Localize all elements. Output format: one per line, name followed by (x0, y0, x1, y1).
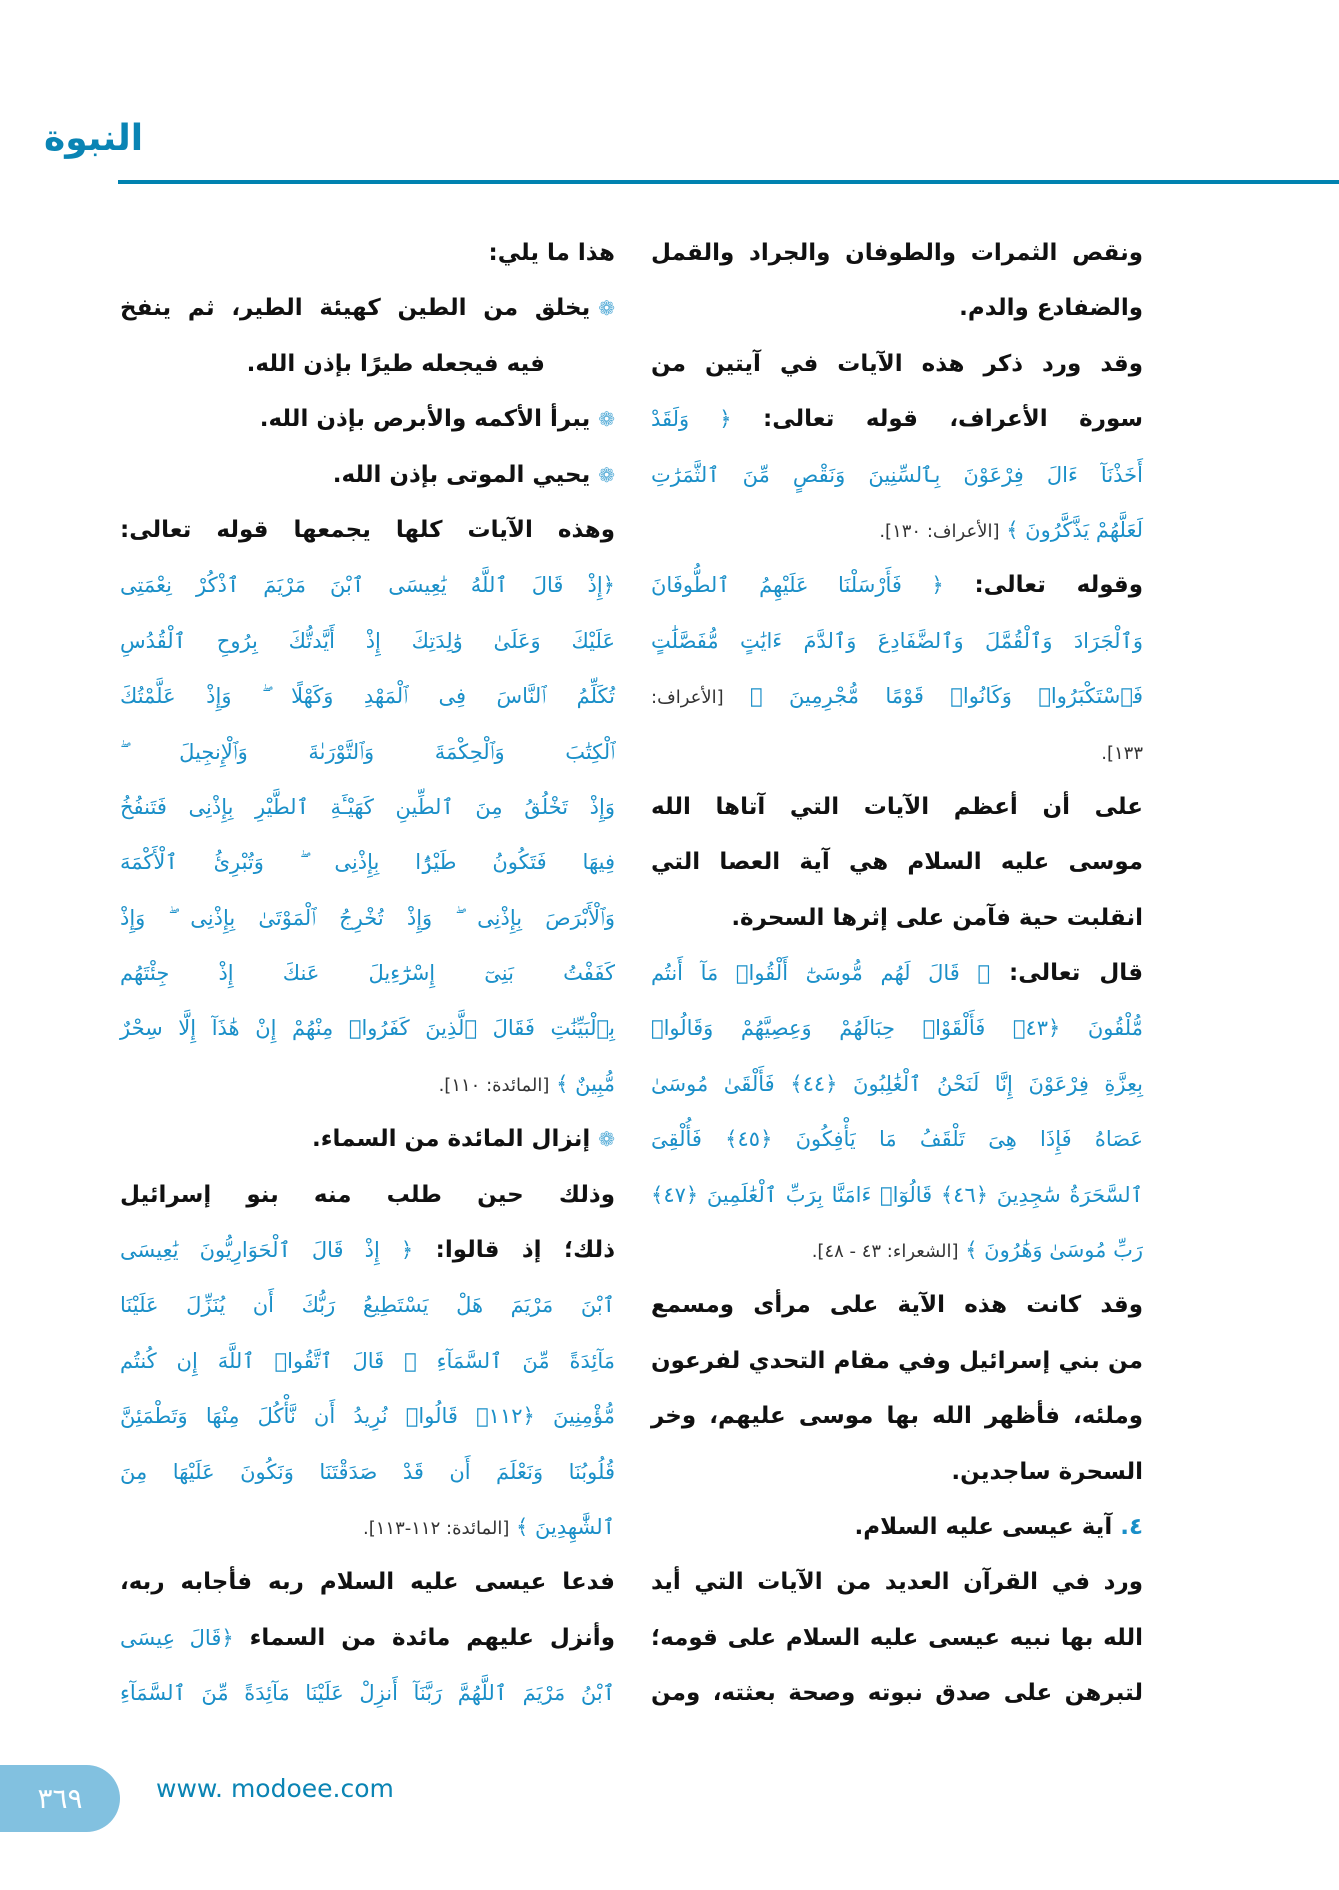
heading-text: آية عيسى عليه السلام. (854, 1513, 1113, 1540)
heading-text: إنزال المائدة من السماء. (312, 1126, 591, 1153)
text-line (120, 226, 615, 281)
text-line (651, 558, 1143, 613)
text-line (120, 1168, 615, 1223)
quran-verse: كَفَفْتُ بَنِىٓ إِسْرَٰٓءِيلَ عَنكَ إِذْ جِئْتَهُم (120, 961, 615, 986)
text-line (651, 392, 1143, 447)
text-line (651, 503, 1143, 558)
quran-verse: ٱلشَّٰهِدِينَ ﴾ (509, 1514, 615, 1539)
header-divider (118, 180, 1339, 184)
text-line (651, 1445, 1143, 1500)
text-line (651, 614, 1143, 669)
text-line (120, 669, 615, 724)
body-text: وقد ورد ذكر هذه الآيات في آيتين من (651, 350, 1143, 377)
heading-text: والضفادع والدم. (959, 295, 1143, 322)
quran-verse: بِعِزَّةِ فِرْعَوْنَ إِنَّا لَنَحْنُ ٱلْغَٰلِبُونَ ﴿٤٤﴾ فَأَلْقَىٰ مُوسَىٰ (651, 1071, 1143, 1096)
body-text: سورة الأعراف، قوله تعالى: (731, 406, 1143, 433)
verse-reference: [الشعراء: ٤٣ - ٤٨]. (811, 1241, 959, 1263)
quran-verse: مُّؤْمِنِينَ ﴿١١٢﴾ قَالُوا۟ نُرِيدُ أَن نَّأْكُلَ مِنْهَا وَتَطْمَئِنَّ (120, 1404, 615, 1429)
bullet-icon: ❁ (598, 407, 615, 432)
quran-verse: ﴿إِذْ قَالَ ٱللَّهُ يَٰعِيسَى ٱبْنَ مَرْيَمَ ٱذْكُرْ نِعْمَتِى (120, 573, 615, 598)
bullet-icon: ❁ (598, 1127, 615, 1152)
quran-verse: رَبِّ مُوسَىٰ وَهَٰرُونَ ﴾ (958, 1238, 1143, 1263)
text-line (651, 281, 1143, 336)
verse-reference: [المائدة: ١١٢-١١٣]. (363, 1517, 510, 1539)
text-line (651, 1666, 1143, 1721)
body-text: لتبرهن على صدق نبوته وصحة بعثته، ومن (651, 1680, 1143, 1707)
text-line (120, 1555, 615, 1610)
text-line (651, 1389, 1143, 1444)
text-line (651, 1112, 1143, 1167)
quran-verse: ٱلْكِتَٰبَ وَٱلْحِكْمَةَ وَٱلتَّوْرَىٰةَ وَٱلْإِنجِيلَ ۖ (120, 739, 615, 764)
quran-verse: ﴿ فَأَرْسَلْنَا عَلَيْهِمُ ٱلطُّوفَانَ (651, 573, 944, 598)
quran-verse: مُّلْقُونَ ﴿٤٣﴾ فَأَلْقَوْا۟ حِبَالَهُمْ وَعِصِيَّهُمْ وَقَالُوا۟ (651, 1016, 1143, 1041)
text-line (651, 1223, 1143, 1278)
body-text: يبرأ الأكمه والأبرص بإذن الله. (259, 406, 591, 433)
text-line (651, 835, 1143, 890)
text-line (651, 891, 1143, 946)
quran-verse: عَلَيْكَ وَعَلَىٰ وَٰلِدَتِكَ إِذْ أَيَّدتُّكَ بِرُوحِ ٱلْقُدُسِ (120, 628, 615, 653)
quran-verse: ﴿ وَلَقَدْ (651, 407, 732, 432)
body-text: وقوله تعالى: (943, 572, 1144, 599)
body-text: يحيي الموتى بإذن الله. (332, 461, 591, 488)
body-text: موسى عليه السلام هي آية العصا التي (651, 849, 1143, 876)
text-line (651, 1334, 1143, 1389)
text-line (651, 669, 1143, 724)
quran-verse: ﴿ قَالَ لَهُم مُّوسَىٰٓ أَلْقُوا۟ مَآ أَنتُم (651, 961, 991, 986)
right-column (651, 226, 1143, 1722)
verse-reference: [المائدة: ١١٠]. (438, 1074, 550, 1096)
text-line (651, 337, 1143, 392)
text-line (120, 891, 615, 946)
text-line (651, 946, 1143, 1001)
text-line (120, 281, 615, 336)
quran-verse: لَعَلَّهُمْ يَذَّكَّرُونَ ﴾ (999, 517, 1143, 542)
text-line (651, 1278, 1143, 1333)
quran-verse: وَٱلْجَرَادَ وَٱلْقُمَّلَ وَٱلضَّفَادِعَ وَٱلدَّمَ ءَايَٰتٍ مُّفَصَّلَٰتٍ (651, 628, 1143, 653)
body-text: وقد كانت هذه الآية على مرأى ومسمع (651, 1292, 1143, 1319)
body-text: فيه فيجعله طيرًا بإذن الله. (246, 350, 545, 377)
body-text: انقلبت حية فآمن على إثرها السحرة. (731, 904, 1143, 931)
quran-verse: وَإِذْ تَخْلُقُ مِنَ ٱلطِّينِ كَهَيْـَٔةِ ٱلطَّيْرِ بِإِذْنِى فَتَنفُخُ (120, 794, 615, 819)
text-line (120, 448, 615, 503)
verse-reference: [الأعراف: ١٣٠]. (879, 520, 1000, 542)
text-line (120, 1611, 615, 1666)
quran-verse: تُكَلِّمُ ٱلنَّاسَ فِى ٱلْمَهْدِ وَكَهْلًا ۖ وَإِذْ عَلَّمْتُكَ (120, 684, 615, 709)
quran-verse: ٱبْنُ مَرْيَمَ ٱللَّهُمَّ رَبَّنَآ أَنزِلْ عَلَيْنَا مَآئِدَةً مِّنَ ٱلسَّمَآءِ (120, 1681, 615, 1706)
text-line (120, 558, 615, 613)
text-line (120, 1112, 615, 1167)
body-text: ذلك؛ إذ قالوا: (413, 1237, 615, 1264)
verse-reference: [الأعراف: (651, 687, 724, 709)
text-line (120, 946, 615, 1001)
body-text: وهذه الآيات كلها يجمعها قوله تعالى: (120, 516, 615, 543)
quran-verse: ٱلسَّحَرَةُ سَٰجِدِينَ ﴿٤٦﴾ قَالُوٓا۟ ءَامَنَّا بِرَبِّ ٱلْعَٰلَمِينَ ﴿٤٧﴾ (651, 1182, 1143, 1207)
body-text: ورد في القرآن العديد من الآيات التي أيد (651, 1569, 1143, 1596)
text-line (120, 835, 615, 890)
page-number-badge: ٣٦٩ (0, 1765, 120, 1832)
body-text: من بني إسرائيل وفي مقام التحدي لفرعون (651, 1347, 1143, 1374)
text-line (651, 226, 1143, 281)
text-line (120, 614, 615, 669)
text-line (651, 1500, 1143, 1555)
text-line (120, 1057, 615, 1112)
body-text: على أن أعظم الآيات التي آتاها الله (651, 793, 1143, 820)
chapter-title: النبوة (44, 118, 144, 159)
bullet-icon: ❁ (598, 462, 615, 487)
heading-text: هذا ما يلي: (488, 240, 615, 266)
text-line (120, 392, 615, 447)
quran-verse: بِٱلْبَيِّنَٰتِ فَقَالَ ٱلَّذِينَ كَفَرُوا۟ مِنْهُمْ إِنْ هَٰذَآ إِلَّا سِحْرٌ (120, 1016, 615, 1041)
body-text: وملئه، فأظهر الله بها موسى عليهم، وخر (651, 1403, 1143, 1430)
section-number: ٤. (1112, 1513, 1143, 1540)
heading-text: ونقص الثمرات والطوفان والجراد والقمل (651, 240, 1143, 266)
text-line (651, 448, 1143, 503)
quran-verse: فِيهَا فَتَكُونُ طَيْرًۢا بِإِذْنِى ۖ وَتُبْرِئُ ٱلْأَكْمَهَ (120, 850, 615, 875)
text-line (120, 337, 615, 392)
quran-verse: ٱبْنَ مَرْيَمَ هَلْ يَسْتَطِيعُ رَبُّكَ أَن يُنَزِّلَ عَلَيْنَا (120, 1293, 615, 1318)
quran-verse: عَصَاهُ فَإِذَا هِىَ تَلْقَفُ مَا يَأْفِكُونَ ﴿٤٥﴾ فَأُلْقِىَ (651, 1127, 1143, 1152)
body-text: يخلق من الطين كهيئة الطير، ثم ينفخ (120, 295, 591, 322)
body-text: فدعا عيسى عليه السلام ربه فأجابه ربه، (120, 1569, 615, 1596)
text-line (651, 780, 1143, 835)
text-line (651, 1001, 1143, 1056)
text-line (120, 780, 615, 835)
quran-verse: أَخَذْنَآ ءَالَ فِرْعَوْنَ بِٱلسِّنِينَ وَنَقْصٍ مِّنَ ٱلثَّمَرَٰتِ (651, 462, 1143, 487)
text-line (120, 1500, 615, 1555)
bullet-icon: ❁ (598, 296, 615, 321)
quran-verse: ﴿ إِذْ قَالَ ٱلْحَوَارِيُّونَ يَٰعِيسَى (120, 1238, 414, 1263)
text-line (651, 1168, 1143, 1223)
quran-verse: قُلُوبُنَا وَنَعْلَمَ أَن قَدْ صَدَقْتَنَا وَنَكُونَ عَلَيْهَا مِنَ (120, 1459, 615, 1484)
text-line (651, 1611, 1143, 1666)
website-link[interactable]: www. modoee.com (156, 1774, 394, 1803)
body-text: وأنزل عليهم مائدة من السماء (233, 1624, 615, 1651)
text-line (651, 1057, 1143, 1112)
quran-verse: فَٱسْتَكْبَرُوا۟ وَكَانُوا۟ قَوْمًا مُّجْرِمِينَ ﴾ (723, 684, 1143, 709)
quran-verse: مَآئِدَةً مِّنَ ٱلسَّمَآءِ ۖ قَالَ ٱتَّقُوا۟ ٱللَّهَ إِن كُنتُم (120, 1348, 615, 1373)
text-line (120, 1666, 615, 1721)
text-line (120, 503, 615, 558)
verse-reference: ١٣٣]. (1101, 742, 1143, 764)
quran-verse: ﴿قَالَ عِيسَى (120, 1625, 234, 1650)
quran-verse: وَٱلْأَبْرَصَ بِإِذْنِى ۖ وَإِذْ تُخْرِجُ ٱلْمَوْتَىٰ بِإِذْنِى ۖ وَإِذْ (120, 905, 615, 930)
body-text: الله بها نبيه عيسى عليه السلام على قومه؛ (651, 1624, 1143, 1651)
body-text: السحرة ساجدين. (951, 1458, 1143, 1485)
text-line (120, 1445, 615, 1500)
text-line (120, 1389, 615, 1444)
quran-verse: مُّبِينٌ ﴾ (549, 1071, 615, 1096)
body-text: وذلك حين طلب منه بنو إسرائيل (120, 1181, 615, 1208)
left-column (120, 226, 615, 1722)
text-line (120, 1334, 615, 1389)
text-line (120, 1001, 615, 1056)
body-text: قال تعالى: (990, 960, 1143, 987)
text-line (120, 1223, 615, 1278)
text-line (651, 725, 1143, 780)
text-line (120, 725, 615, 780)
text-line (120, 1278, 615, 1333)
text-line (651, 1555, 1143, 1610)
